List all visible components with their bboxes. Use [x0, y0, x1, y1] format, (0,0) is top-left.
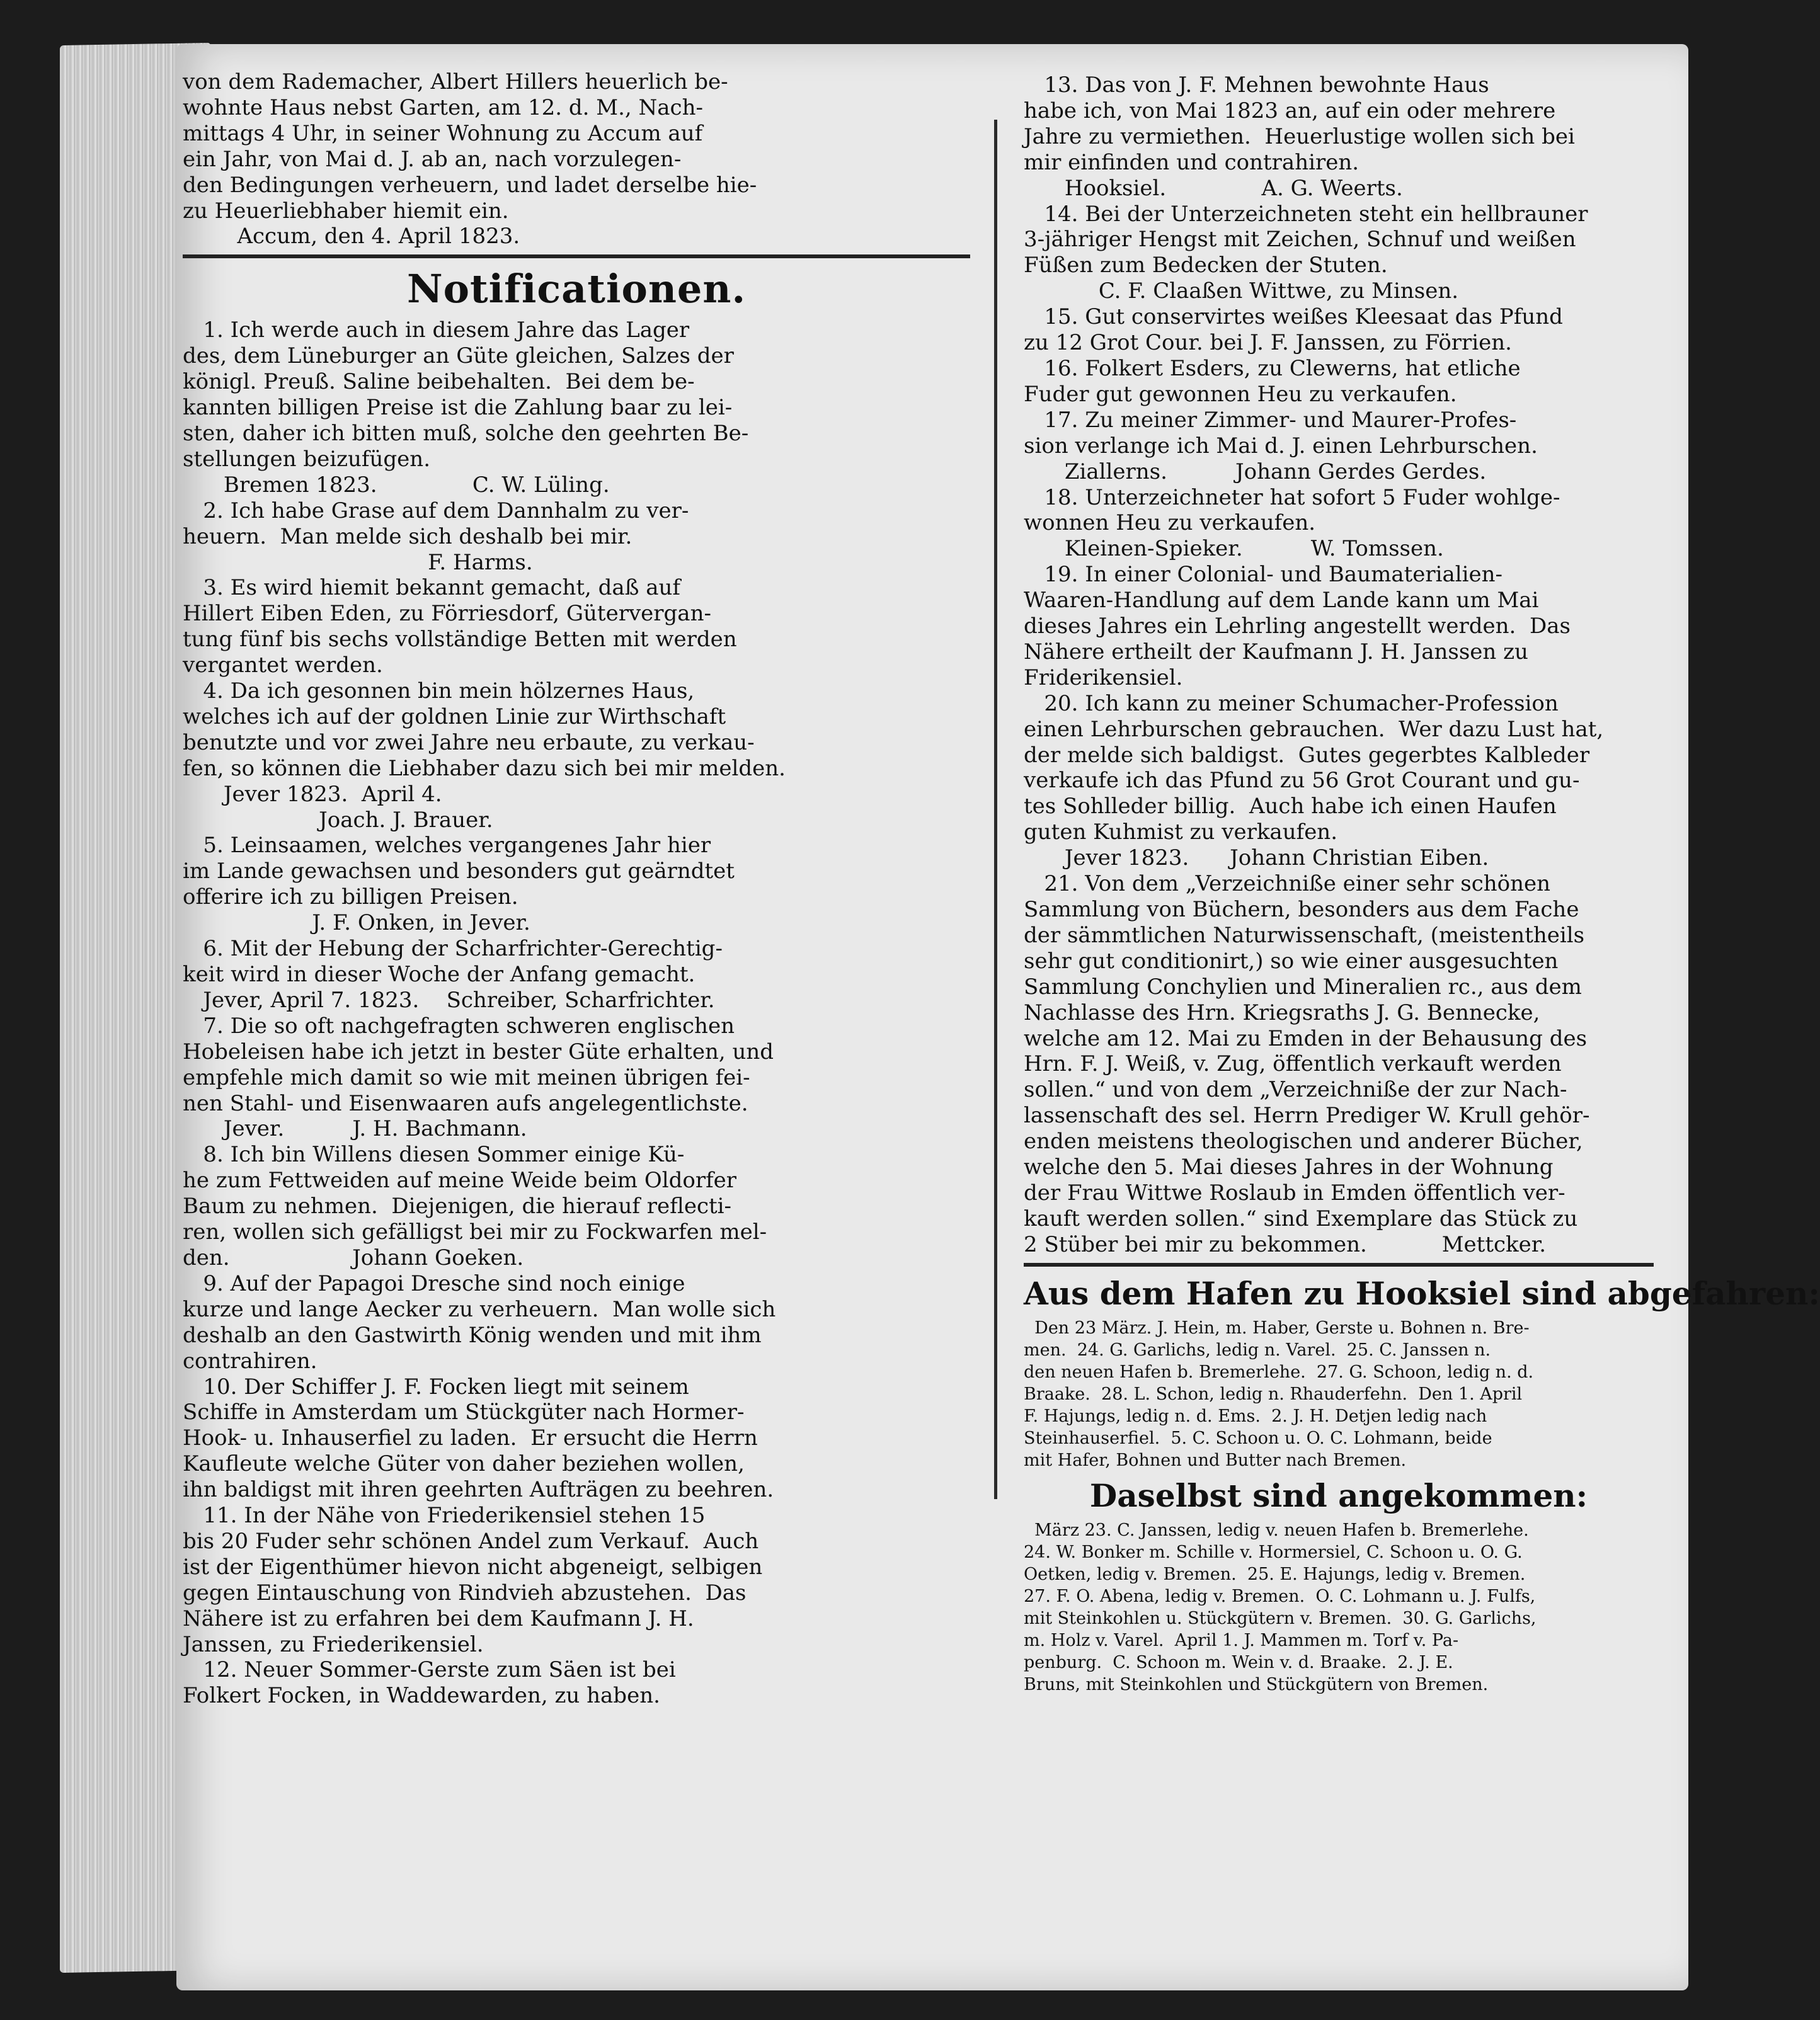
text-line: 4. Da ich gesonnen bin mein hölzernes Haus, — [183, 678, 695, 704]
text-line: zu Heuerliebhaber hiemit ein. — [183, 198, 509, 224]
text-line: 1. Ich werde auch in diesem Jahre das Lager — [183, 317, 690, 343]
text-line: men. 24. G. Garlichs, ledig n. Varel. 25. C. Janssen n. — [1024, 1340, 1491, 1360]
text-line: wonnen Heu zu verkaufen. — [1024, 510, 1316, 536]
text-line: Jahre zu vermiethen. Heuerlustige wollen sich bei — [1024, 123, 1575, 149]
left-column — [183, 69, 970, 1709]
text-line: Nähere ist zu erfahren bei dem Kaufmann J. H. — [183, 1606, 694, 1631]
text-line: des, dem Lüneburger an Güte gleichen, Salzes der — [183, 343, 734, 369]
text-line: Nachlasse des Hrn. Kriegsraths J. G. Bennecke, — [1024, 1000, 1540, 1025]
text-line: mit Hafer, Bohnen und Butter nach Bremen. — [1024, 1450, 1407, 1470]
text-line: Kaufleute welche Güter von daher beziehen wollen, — [183, 1451, 745, 1477]
text-line: 3. Es wird hiemit bekannt gemacht, daß auf — [183, 575, 680, 601]
text-line: 13. Das von J. F. Mehnen bewohnte Haus — [1024, 72, 1489, 98]
text-line: sten, daher ich bitten muß, solche den geehrten Be- — [183, 420, 749, 446]
text-line: tes Sohlleder billig. Auch habe ich einen Haufen — [1024, 794, 1557, 819]
text-line: 7. Die so oft nachgefragten schweren englischen — [183, 1013, 735, 1039]
text-line: 15. Gut conservirtes weißes Kleesaat das Pfund — [1024, 304, 1563, 330]
text-line: Sammlung Conchylien und Mineralien rc., aus dem — [1024, 974, 1582, 1000]
text-line: kurze und lange Aecker zu verheuern. Man wolle sich — [183, 1296, 776, 1322]
text-line: welche den 5. Mai dieses Jahres in der Wohnung — [1024, 1155, 1554, 1180]
text-line: tung fünf bis sechs vollständige Betten mit werden — [183, 627, 737, 653]
text-line: sehr gut conditionirt,) so wie einer ausgesuchten — [1024, 948, 1559, 974]
text-line: vergantet werden. — [183, 653, 383, 678]
text-line: 2 Stüber bei mir zu bekommen. Mettcker. — [1024, 1231, 1547, 1257]
text-line: 16. Folkert Esders, zu Clewerns, hat etliche — [1024, 355, 1521, 381]
text-line: penburg. C. Schoon m. Wein v. d. Braake. 2. J. E. — [1024, 1652, 1453, 1672]
text-line: stellungen beizufügen. — [183, 446, 431, 472]
text-line: mittags 4 Uhr, in seiner Wohnung zu Accum auf — [183, 120, 703, 146]
notifications-heading: Notificationen. — [406, 266, 747, 312]
text-line: 27. F. O. Abena, ledig v. Bremen. O. C. Lohmann u. J. Fulfs, — [1024, 1586, 1536, 1606]
text-line: Den 23 März. J. Hein, m. Haber, Gerste u. Bohnen n. Bre- — [1024, 1318, 1530, 1338]
text-line: 20. Ich kann zu meiner Schumacher-Profession — [1024, 690, 1559, 716]
text-line: Kleinen-Spieker. W. Tomssen. — [1024, 536, 1444, 562]
text-line: Folkert Focken, in Waddewarden, zu haben. — [183, 1683, 660, 1709]
text-line: 12. Neuer Sommer-Gerste zum Säen ist bei — [183, 1657, 676, 1683]
text-line: Hook- u. Inhauserfiel zu laden. Er ersucht die Herrn — [183, 1425, 758, 1451]
text-line: verkaufe ich das Pfund zu 56 Grot Courant und gu- — [1024, 768, 1580, 794]
notices-right — [1024, 72, 1654, 1258]
text-line: contrahiren. — [183, 1348, 318, 1374]
departed-list — [1024, 1317, 1654, 1471]
text-line: he zum Fettweiden auf meine Weide beim Oldorfer — [183, 1168, 737, 1194]
text-line: 2. Ich habe Grase auf dem Dannhalm zu ver- — [183, 498, 689, 523]
text-line: kannten billigen Preise ist die Zahlung baar zu lei- — [183, 395, 733, 421]
text-line: Accum, den 4. April 1823. — [183, 224, 520, 249]
text-line: Joach. J. Brauer. — [183, 807, 493, 833]
text-line: Jever 1823. Johann Christian Eiben. — [1024, 845, 1489, 871]
column-divider — [994, 120, 997, 1499]
text-line: der Frau Wittwe Roslaub in Emden öffentlich ver- — [1024, 1180, 1565, 1206]
text-line: Ziallerns. Johann Gerdes Gerdes. — [1024, 459, 1487, 484]
text-line: 6. Mit der Hebung der Scharfrichter-Gerechtig- — [183, 936, 723, 962]
text-line: 24. W. Bonker m. Schille v. Hormersiel, C. Schoon u. O. G. — [1024, 1542, 1523, 1562]
text-line: zu 12 Grot Cour. bei J. F. Janssen, zu Förrien. — [1024, 330, 1512, 356]
text-line: Braake. 28. L. Schon, ledig n. Rhauderfehn. Den 1. April — [1024, 1384, 1523, 1404]
text-line: 10. Der Schiffer J. F. Focken liegt mit seinem — [183, 1374, 689, 1400]
text-line: im Lande gewachsen und besonders gut geärndtet — [183, 859, 735, 884]
text-line: Nähere ertheilt der Kaufmann J. H. Janssen zu — [1024, 639, 1528, 665]
text-line: benutzte und vor zwei Jahre neu erbaute, zu verkau- — [183, 729, 755, 755]
text-line: März 23. C. Janssen, ledig v. neuen Hafen b. Bremerlehe. — [1024, 1520, 1529, 1540]
text-line: wohnte Haus nebst Garten, am 12. d. M., Nach- — [183, 94, 703, 120]
text-line: habe ich, von Mai 1823 an, auf ein oder mehrere — [1024, 98, 1556, 123]
text-line: Janssen, zu Friederikensiel. — [183, 1631, 484, 1657]
text-line: dieses Jahres ein Lehrling angestellt werden. Das — [1024, 613, 1571, 639]
text-line: Jever, April 7. 1823. Schreiber, Scharfrichter. — [183, 987, 715, 1013]
text-line: nen Stahl- und Eisenwaaren aufs angelegentlichste. — [183, 1090, 748, 1116]
text-line: C. F. Claaßen Wittwe, zu Minsen. — [1024, 278, 1459, 304]
intro-notice — [183, 69, 970, 249]
text-line: F. Harms. — [183, 549, 533, 575]
text-line: Hooksiel. A. G. Weerts. — [1024, 175, 1403, 201]
text-line: F. Hajungs, ledig n. d. Ems. 2. J. H. Detjen ledig nach — [1024, 1406, 1487, 1426]
text-line: m. Holz v. Varel. April 1. J. Mammen m. Torf v. Pa- — [1024, 1630, 1459, 1650]
text-line: lassenschaft des sel. Herrn Prediger W. Krull gehör- — [1024, 1103, 1590, 1129]
text-line: J. F. Onken, in Jever. — [183, 910, 530, 936]
text-line: den. Johann Goeken. — [183, 1245, 524, 1270]
text-line: 8. Ich bin Willens diesen Sommer einige Kü- — [183, 1142, 685, 1168]
text-line: heuern. Man melde sich deshalb bei mir. — [183, 523, 632, 549]
text-line: bis 20 Fuder sehr schönen Andel zum Verkauf. Auch — [183, 1528, 759, 1554]
text-line: der sämmtlichen Naturwissenschaft, (meistentheils — [1024, 922, 1585, 948]
text-line: 17. Zu meiner Zimmer- und Maurer-Profes- — [1024, 407, 1517, 433]
text-line: Füßen zum Bedecken der Stuten. — [1024, 253, 1388, 278]
text-line: Baum zu nehmen. Diejenigen, die hierauf reflecti- — [183, 1194, 732, 1219]
text-line: königl. Preuß. Saline beibehalten. Bei dem be- — [183, 369, 695, 395]
text-line: sion verlange ich Mai d. J. einen Lehrburschen. — [1024, 433, 1538, 459]
text-line: offerire ich zu billigen Preisen. — [183, 884, 518, 910]
text-line: ein Jahr, von Mai d. J. ab an, nach vorzulegen- — [183, 146, 682, 172]
text-line: welches ich auf der goldnen Linie zur Wirthschaft — [183, 704, 726, 729]
text-line: Waaren-Handlung auf dem Lande kann um Mai — [1024, 588, 1539, 613]
text-line: den neuen Hafen b. Bremerlehe. 27. G. Schoon, ledig n. d. — [1024, 1362, 1534, 1382]
text-line: gegen Eintauschung von Rindvieh abzustehen. Das — [183, 1580, 747, 1606]
text-line: ihn baldigst mit ihren geehrten Aufträgen zu beehren. — [183, 1477, 774, 1503]
text-line: welche am 12. Mai zu Emden in der Behausung des — [1024, 1025, 1588, 1051]
text-line: Schiffe in Amsterdam um Stückgüter nach Hormer- — [183, 1400, 745, 1425]
text-line: Hillert Eiben Eden, zu Förriesdorf, Gütervergan- — [183, 601, 711, 627]
text-line: empfehle mich damit so wie mit meinen übrigen fei- — [183, 1064, 750, 1090]
text-line: fen, so können die Liebhaber dazu sich bei mir melden. — [183, 755, 786, 781]
text-line: einen Lehrburschen gebrauchen. Wer dazu Lust hat, — [1024, 716, 1604, 742]
section-rule-right — [1024, 1263, 1654, 1267]
text-line: ist der Eigenthümer hievon nicht abgeneigt, selbigen — [183, 1554, 763, 1580]
arrived-list — [1024, 1519, 1654, 1696]
text-line: Steinhauserfiel. 5. C. Schoon u. O. C. Lohmann, beide — [1024, 1428, 1492, 1448]
text-line: 19. In einer Colonial- und Baumaterialien- — [1024, 562, 1503, 588]
text-line: deshalb an den Gastwirth König wenden und mit ihm — [183, 1322, 762, 1348]
text-line: 5. Leinsaamen, welches vergangenes Jahr hier — [183, 833, 711, 859]
text-line: mit Steinkohlen u. Stückgütern v. Bremen. 30. G. Garlichs, — [1024, 1608, 1537, 1628]
text-line: 3-jähriger Hengst mit Zeichen, Schnuf und weißen — [1024, 227, 1576, 253]
text-line: 11. In der Nähe von Friederikensiel stehen 15 — [183, 1503, 706, 1529]
text-line: 21. Von dem „Verzeichniße einer sehr schönen — [1024, 871, 1551, 897]
text-line: der melde sich baldigst. Gutes gegerbtes Kalbleder — [1024, 742, 1590, 768]
notices-left — [183, 317, 970, 1709]
text-line: Jever 1823. April 4. — [183, 781, 442, 807]
text-line: sollen.“ und von dem „Verzeichniße der zur Nach- — [1024, 1077, 1567, 1103]
text-line: Oetken, ledig v. Bremen. 25. E. Hajungs, ledig v. Bremen. — [1024, 1564, 1526, 1584]
text-line: Jever. J. H. Bachmann. — [183, 1116, 527, 1142]
text-line: mir einfinden und contrahiren. — [1024, 149, 1359, 175]
text-line: kauft werden sollen.“ sind Exemplare das Stück zu — [1024, 1206, 1578, 1231]
text-line: Fuder gut gewonnen Heu zu verkaufen. — [1024, 381, 1457, 407]
text-line: Hrn. F. J. Weiß, v. Zug, öffentlich verkauft werden — [1024, 1051, 1562, 1077]
text-line: Bruns, mit Steinkohlen und Stückgütern von Bremen. — [1024, 1674, 1489, 1694]
text-line: guten Kuhmist zu verkaufen. — [1024, 819, 1338, 845]
text-line: enden meistens theologischen und anderer Bücher, — [1024, 1129, 1583, 1155]
section-rule — [183, 254, 970, 258]
right-column — [1024, 72, 1820, 1696]
text-line: 9. Auf der Papagoi Dresche sind noch einige — [183, 1270, 685, 1296]
text-line: von dem Rademacher, Albert Hillers heuerlich be- — [183, 69, 728, 94]
text-line: Sammlung von Büchern, besonders aus dem Fache — [1024, 897, 1579, 922]
text-line: ren, wollen sich gefälligst bei mir zu Fockwarfen mel- — [183, 1219, 767, 1245]
text-line: Hobeleisen habe ich jetzt in bester Güte erhalten, und — [183, 1039, 774, 1064]
text-line: Friderikensiel. — [1024, 665, 1183, 690]
text-line: 18. Unterzeichneter hat sofort 5 Fuder wohlge- — [1024, 484, 1560, 510]
text-line: Bremen 1823. C. W. Lüling. — [183, 472, 610, 498]
arrived-heading: Daselbst sind angekommen: — [1089, 1476, 1588, 1514]
text-line: 14. Bei der Unterzeichneten steht ein hellbrauner — [1024, 201, 1588, 227]
text-line: den Bedingungen verheuern, und ladet derselbe hie- — [183, 172, 757, 198]
departed-heading: Aus dem Hafen zu Hooksiel sind abgefahren: — [1024, 1274, 1820, 1312]
text-line: keit wird in dieser Woche der Anfang gemacht. — [183, 962, 695, 987]
